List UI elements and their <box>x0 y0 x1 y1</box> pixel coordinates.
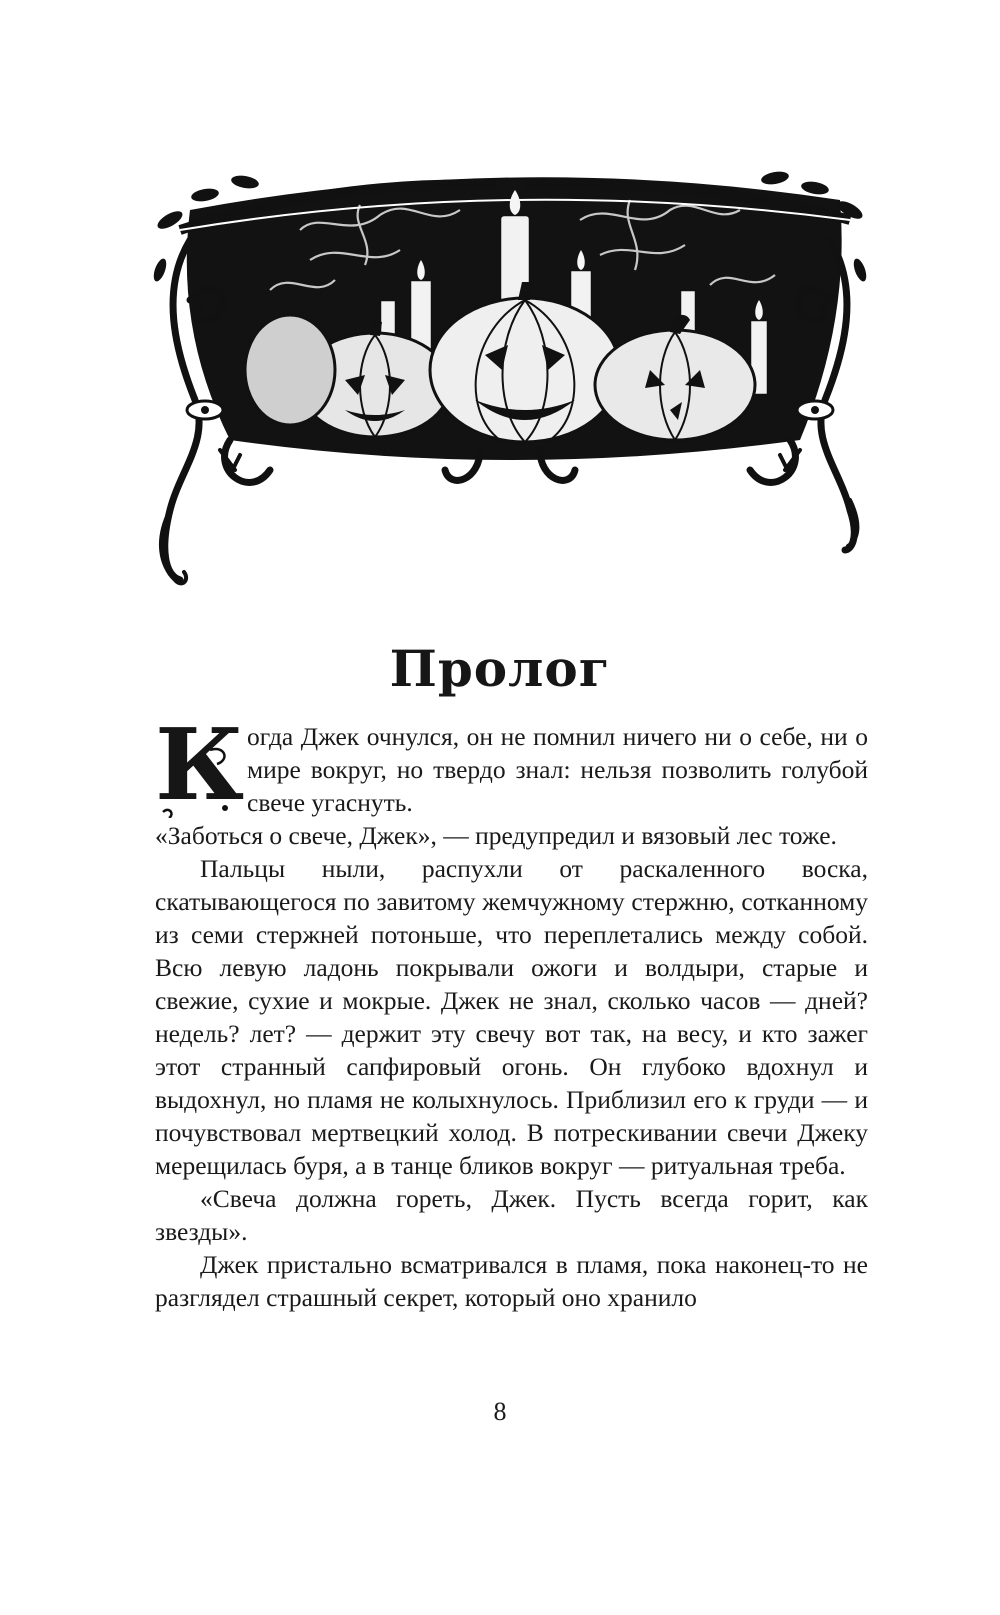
page-number: 8 <box>493 1397 507 1426</box>
chapter-title: Пролог <box>389 638 611 698</box>
paragraph-1-text: огда Джек очнулся, он не помнил ничего ни о себе, ни о мире вокруг, но твердо знал: нельзя позволить голубой свече угаснуть. <box>247 722 868 817</box>
paragraph-1 <box>155 708 868 823</box>
dropcap <box>155 708 245 823</box>
paragraph-2: «Заботься о свече, Джек», — предупредил и вязовый лес тоже. <box>155 821 837 850</box>
paragraph-5: Джек пристально всматривался в пламя, пока наконец-то не разглядел страшный секрет, который оно хранило <box>155 1250 868 1312</box>
paragraph-4: «Свеча должна гореть, Джек. Пусть всегда горит, как звезды». <box>155 1184 868 1246</box>
paragraph-3: Пальцы ныли, распухли от раскаленного воска, скатывающегося по завитому жемчужному стержню, сотканному из семи стержней потоньше, что переплетались между собой. Всю левую ладонь покрывали ожоги и волдыри, старые и свежие, сухие и мокрые. Джек не знал, сколько часов — дней? недель? лет? — держит эту свечу вот так, на весу, и кто зажег этот странный сапфировый огонь. Он глубоко вдохнул и выдохнул, но пламя не колыхнулось. Приблизил его к груди — и почувствовал мертвецкий холод. В потрескивании свечи Джеку мерещилась буря, а в танце бликов вокруг — ритуальная треба. <box>155 854 868 1180</box>
dropcap-letter: К <box>155 708 245 823</box>
pumpkin-candles-illustration <box>150 170 870 605</box>
chapter-text <box>155 708 868 1314</box>
